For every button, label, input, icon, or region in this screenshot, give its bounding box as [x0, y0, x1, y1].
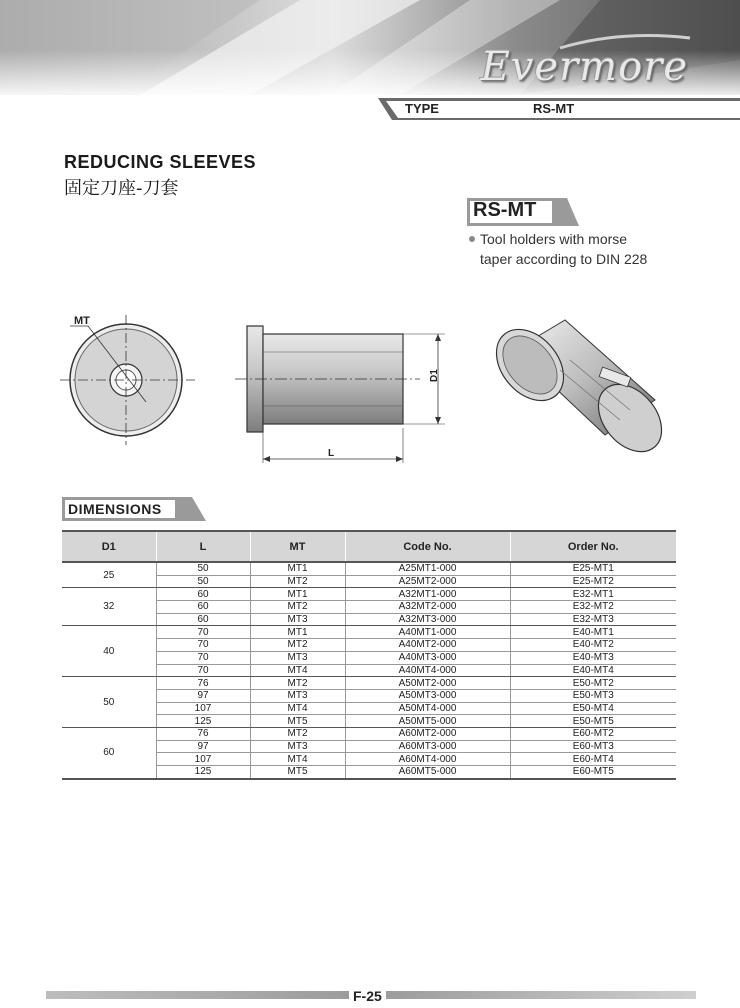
order-cell: E60-MT4	[510, 753, 676, 766]
l-cell: 76	[156, 727, 250, 740]
l-cell: 60	[156, 601, 250, 614]
mt-cell: MT5	[250, 715, 345, 728]
dimensions-title: DIMENSIONS	[68, 501, 162, 517]
mt-label: MT	[74, 315, 90, 327]
model-code: RS-MT	[473, 199, 537, 221]
d1-cell: 50	[62, 677, 156, 728]
code-cell: A40MT3-000	[345, 651, 510, 664]
order-cell: E40-MT1	[510, 626, 676, 639]
d1-cell: 32	[62, 588, 156, 626]
l-cell: 70	[156, 664, 250, 677]
table-row	[62, 626, 676, 639]
d1-label: D1	[429, 369, 440, 382]
l-cell: 70	[156, 626, 250, 639]
column-header: Code No.	[345, 531, 510, 562]
bullet-icon	[469, 236, 475, 242]
mt-cell: MT2	[250, 677, 345, 690]
mt-cell: MT2	[250, 727, 345, 740]
l-cell: 76	[156, 677, 250, 690]
table-row	[62, 562, 676, 575]
d1-cell: 60	[62, 727, 156, 778]
code-cell: A50MT2-000	[345, 677, 510, 690]
code-cell: A50MT5-000	[345, 715, 510, 728]
table-row	[62, 727, 676, 740]
brand-logo: Evermore	[480, 44, 688, 90]
code-cell: A32MT2-000	[345, 601, 510, 614]
l-cell: 60	[156, 613, 250, 626]
column-header: D1	[62, 531, 156, 562]
type-label: TYPE	[405, 101, 439, 116]
page-title-chinese: 固定刀座-刀套	[64, 178, 179, 199]
d1-cell: 40	[62, 626, 156, 677]
mt-cell: MT5	[250, 766, 345, 779]
mt-cell: MT3	[250, 689, 345, 702]
code-cell: A60MT5-000	[345, 766, 510, 779]
table-row	[62, 588, 676, 601]
page-header	[0, 0, 740, 120]
mt-cell: MT2	[250, 639, 345, 652]
order-cell: E50-MT3	[510, 689, 676, 702]
type-value: RS-MT	[533, 101, 575, 116]
l-cell: 50	[156, 575, 250, 588]
mt-cell: MT3	[250, 740, 345, 753]
model-description	[480, 229, 647, 269]
code-cell: A40MT4-000	[345, 664, 510, 677]
order-cell: E32-MT3	[510, 613, 676, 626]
dimensions-table	[62, 530, 676, 780]
description-line: Tool holders with morse	[480, 231, 628, 247]
order-cell: E40-MT2	[510, 639, 676, 652]
l-cell: 70	[156, 651, 250, 664]
code-cell: A40MT1-000	[345, 626, 510, 639]
mt-cell: MT3	[250, 613, 345, 626]
mt-cell: MT4	[250, 702, 345, 715]
code-cell: A40MT2-000	[345, 639, 510, 652]
order-cell: E50-MT4	[510, 702, 676, 715]
l-cell: 125	[156, 766, 250, 779]
l-cell: 97	[156, 740, 250, 753]
l-cell: 107	[156, 753, 250, 766]
code-cell: A50MT3-000	[345, 689, 510, 702]
order-cell: E40-MT3	[510, 651, 676, 664]
mt-cell: MT2	[250, 601, 345, 614]
l-cell: 50	[156, 562, 250, 575]
code-cell: A32MT1-000	[345, 588, 510, 601]
mt-cell: MT1	[250, 562, 345, 575]
order-cell: E25-MT2	[510, 575, 676, 588]
l-cell: 97	[156, 689, 250, 702]
code-cell: A32MT3-000	[345, 613, 510, 626]
order-cell: E50-MT5	[510, 715, 676, 728]
mt-cell: MT4	[250, 664, 345, 677]
order-cell: E50-MT2	[510, 677, 676, 690]
code-cell: A25MT2-000	[345, 575, 510, 588]
order-cell: E25-MT1	[510, 562, 676, 575]
l-cell: 107	[156, 702, 250, 715]
l-cell: 125	[156, 715, 250, 728]
code-cell: A60MT4-000	[345, 753, 510, 766]
front-view	[60, 315, 195, 445]
side-view	[235, 326, 445, 463]
mt-cell: MT3	[250, 651, 345, 664]
mt-cell: MT1	[250, 626, 345, 639]
code-cell: A25MT1-000	[345, 562, 510, 575]
code-cell: A60MT2-000	[345, 727, 510, 740]
page-number: F-25	[349, 988, 386, 1004]
order-cell: E40-MT4	[510, 664, 676, 677]
l-label: L	[328, 448, 335, 459]
description-line: taper according to DIN 228	[480, 251, 648, 267]
column-header: MT	[250, 531, 345, 562]
technical-drawings	[60, 310, 680, 480]
d1-cell: 25	[62, 562, 156, 588]
mt-cell: MT1	[250, 588, 345, 601]
order-cell: E60-MT5	[510, 766, 676, 779]
order-cell: E32-MT1	[510, 588, 676, 601]
order-cell: E60-MT2	[510, 727, 676, 740]
table-header-row	[62, 531, 676, 562]
order-cell: E60-MT3	[510, 740, 676, 753]
table-body	[62, 562, 676, 779]
code-cell: A50MT4-000	[345, 702, 510, 715]
mt-cell: MT2	[250, 575, 345, 588]
table-row	[62, 677, 676, 690]
page-title: REDUCING SLEEVES	[64, 152, 257, 172]
l-cell: 70	[156, 639, 250, 652]
column-header: Order No.	[510, 531, 676, 562]
code-cell: A60MT3-000	[345, 740, 510, 753]
mt-cell: MT4	[250, 753, 345, 766]
column-header: L	[156, 531, 250, 562]
order-cell: E32-MT2	[510, 601, 676, 614]
isometric-view	[483, 316, 675, 463]
l-cell: 60	[156, 588, 250, 601]
